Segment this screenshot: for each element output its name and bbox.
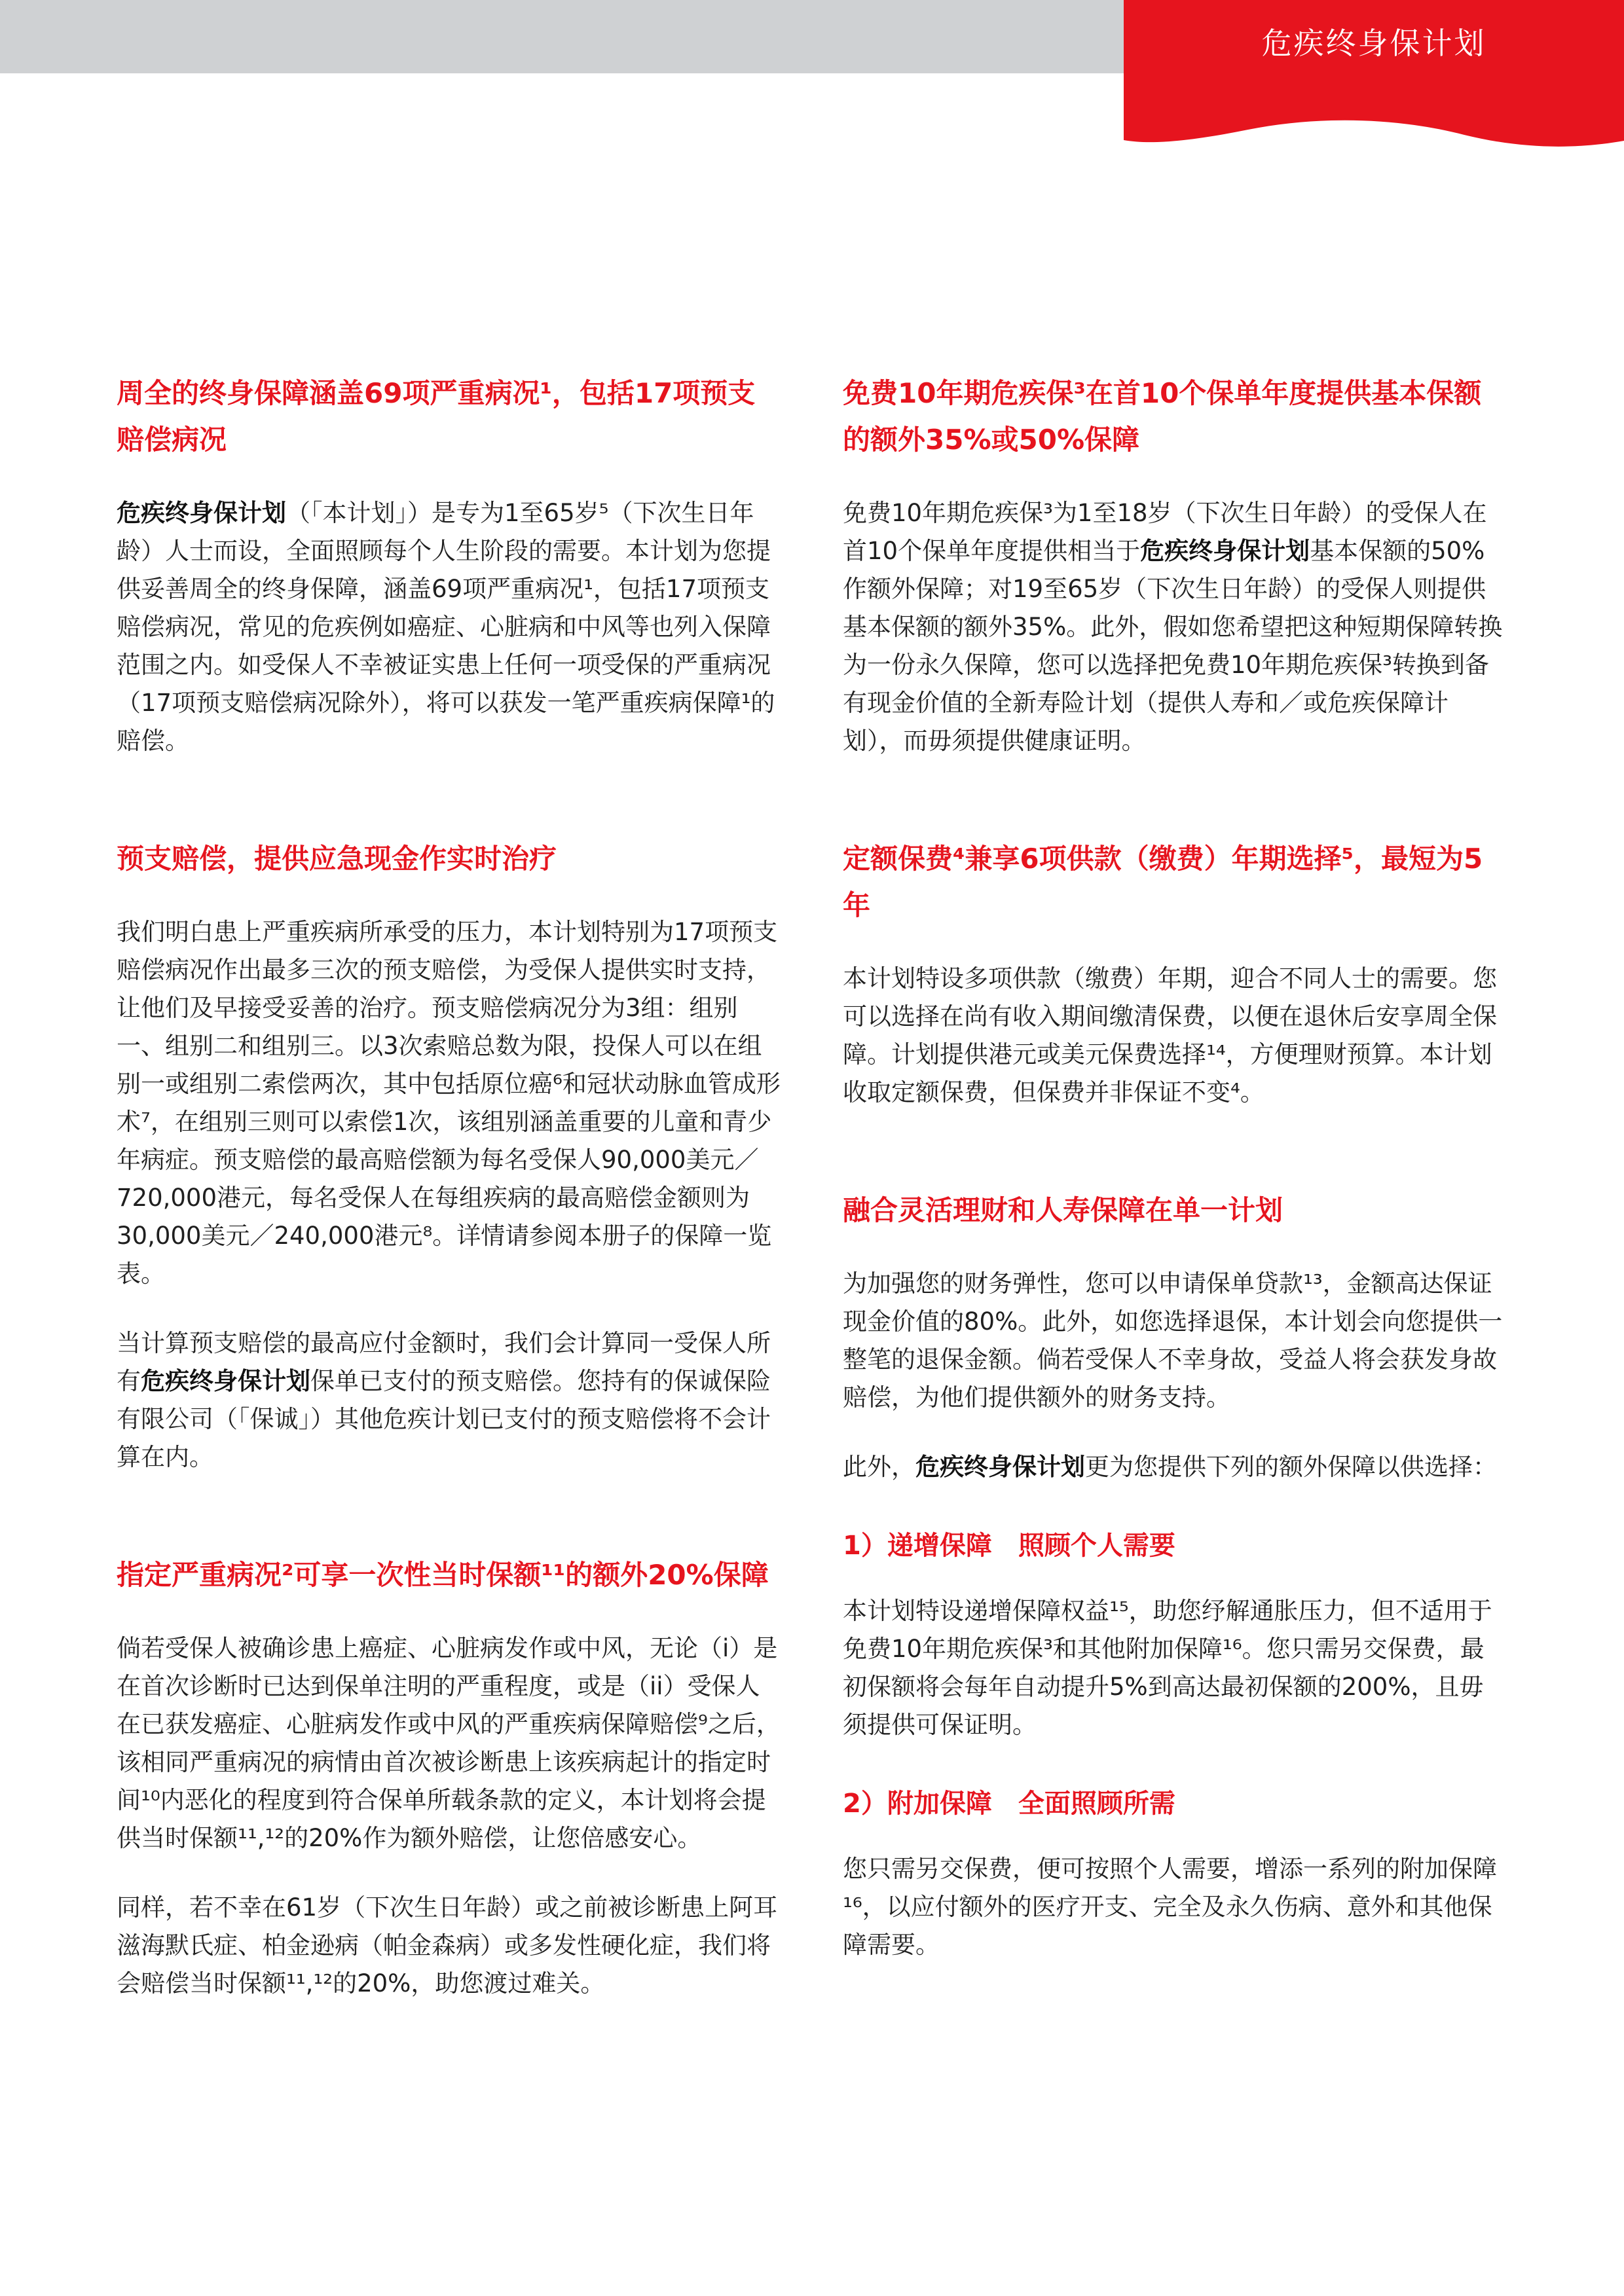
section-title: 免费10年期危疾保³在首10个保单年度提供基本保额的额外35%或50%保障 (843, 377, 1482, 456)
section-extra-20-percent (117, 1552, 781, 2003)
paragraph: 此外，危疾终身保计划更为您提供下列的额外保障以供选择： (843, 1453, 1497, 1481)
plan-name-bold: 危疾终身保计划 (117, 499, 286, 527)
section-financial-flexibility (843, 1187, 1507, 1964)
subsection-title: 1）递增保障 照顾个人需要 (843, 1531, 1175, 1561)
section-free-10-year (843, 370, 1507, 760)
section-title: 预支赔偿，提供应急现金作实时治疗 (117, 843, 557, 875)
section-advance-payment (117, 835, 781, 1476)
section-lifetime-coverage (117, 370, 781, 760)
paragraph: 本计划特设递增保障权益¹⁵，助您纾解通胀压力，但不适用于免费10年期危疾保³和其他附加保障¹⁶。您只需另交保费，最初保额将会每年自动提升5%到高达最初保额的200%，且毋须提供可保证明。 (843, 1597, 1492, 1739)
plan-name-bold: 危疾终身保计划 (141, 1367, 310, 1395)
plan-name-bold: 危疾终身保计划 (1140, 537, 1310, 565)
subsection-title: 2）附加保障 全面照顾所需 (843, 1789, 1175, 1819)
left-column (117, 370, 781, 2003)
plan-name-bold: 危疾终身保计划 (915, 1453, 1085, 1481)
section-title: 指定严重病况²可享一次性当时保额¹¹的额外20%保障 (117, 1559, 769, 1591)
plan-name-label: 危疾终身保计划 (1261, 26, 1486, 61)
section-title: 周全的终身保障涵盖69项严重病况¹，包括17项预支赔偿病况 (117, 377, 756, 456)
paragraph: 本计划特设多项供款（缴费）年期，迎合不同人士的需要。您可以选择在尚有收入期间缴清保费，以便在退休后安享周全保障。计划提供港元或美元保费选择¹⁴，方便理财预算。本计划收取定额保费，但保费并非保证不变⁴。 (843, 964, 1497, 1106)
paragraph: 免费10年期危疾保³为1至18岁（下次生日年龄）的受保人在首10个保单年度提供相当于危疾终身保计划基本保额的50%作额外保障；对19至65岁（下次生日年龄）的受保人则提供基本保额的额外35%。此外，假如您希望把这种短期保障转换为一份永久保障，您可以选择把免费10年期危疾保³转换到备有现金价值的全新寿险计划（提供人寿和／或危疾保障计划），而毋须提供健康证明。 (843, 499, 1503, 755)
paragraph: 倘若受保人被确诊患上癌症、心脏病发作或中风，无论（i）是在首次诊断时已达到保单注明的严重程度，或是（ii）受保人在已获发癌症、心脏病发作或中风的严重疾病保障赔偿⁹之后，该相同严重病况的病情由首次被诊断患上该疾病起计的指定时间¹⁰内恶化的程度到符合保单所载条款的定义，本计划将会提供当时保额¹¹,¹²的20%作为额外赔偿，让您倍感安心。 (117, 1634, 781, 1852)
section-fixed-premium (843, 835, 1507, 1112)
paragraph: 同样，若不幸在61岁（下次生日年龄）或之前被诊断患上阿耳滋海默氏症、柏金逊病（帕金森病）或多发性硬化症，我们将会赔偿当时保额¹¹,¹²的20%，助您渡过难关。 (117, 1893, 778, 1997)
paragraph: 您只需另交保费，便可按照个人需要，增添一系列的附加保障¹⁶，以应付额外的医疗开支、完全及永久伤病、意外和其他保障需要。 (843, 1855, 1497, 1959)
section-title: 融合灵活理财和人寿保障在单一计划 (843, 1194, 1283, 1226)
paragraph: 危疾终身保计划（「本计划」）是专为1至65岁⁵（下次生日年龄）人士而设，全面照顾每个人生阶段的需要。本计划为您提供妥善周全的终身保障，涵盖69项严重病况¹，包括17项预支赔偿病况，常见的危疾例如癌症、心脏病和中风等也列入保障范围之内。如受保人不幸被证实患上任何一项受保的严重病况（17项预支赔偿病况除外），将可以获发一笔严重疾病保障¹的赔偿。 (117, 499, 775, 755)
paragraph: 为加强您的财务弹性，您可以申请保单贷款¹³，金额高达保证现金价值的80%。此外，如您选择退保，本计划会向您提供一整笔的退保金额。倘若受保人不幸身故，受益人将会获发身故赔偿，为他们提供额外的财务支持。 (843, 1269, 1503, 1412)
paragraph: 我们明白患上严重疾病所承受的压力，本计划特别为17项预支赔偿病况作出最多三次的预支赔偿，为受保人提供实时支持，让他们及早接受妥善的治疗。预支赔偿病况分为3组：组别一、组别二和组别三。以3次索赔总数为限，投保人可以在组别一或组别二索偿两次，其中包括原位癌⁶和冠状动脉血管成形术⁷，在组别三则可以索偿1次，该组别涵盖重要的儿童和青少年病症。预支赔偿的最高赔偿额为每名受保人90,000美元／720,000港元，每名受保人在每组疾病的最高赔偿金额则为30,000美元／240,000港元⁸。详情请参阅本册子的保障一览表。 (117, 918, 781, 1288)
section-title: 定额保费⁴兼享6项供款（缴费）年期选择⁵，最短为5年 (843, 843, 1483, 921)
paragraph: 当计算预支赔偿的最高应付金额时，我们会计算同一受保人所有危疾终身保计划保单已支付的预支赔偿。您持有的保诚保险有限公司（「保诚」）其他危疾计划已支付的预支赔偿将不会计算在内。 (117, 1329, 771, 1471)
plan-name-tab (1124, 0, 1624, 157)
right-column (843, 370, 1507, 1964)
